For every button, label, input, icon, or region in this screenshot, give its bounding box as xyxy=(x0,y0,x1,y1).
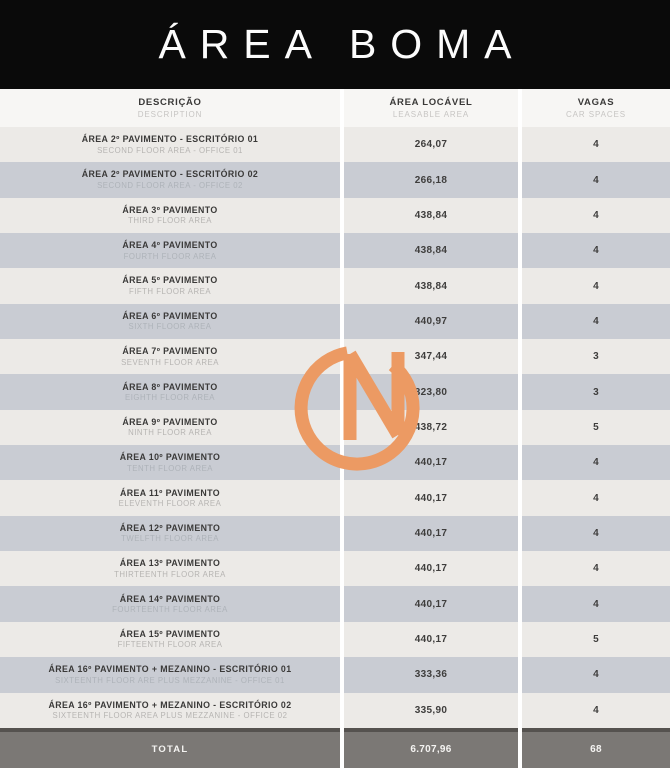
row-sublabel: SIXTEENTH FLOOR AREA PLUS MEZZANINE - OFFICE 02 xyxy=(52,711,288,721)
row-area-cell xyxy=(344,516,518,551)
row-description-cell xyxy=(0,445,340,480)
row-area-cell xyxy=(344,374,518,409)
row-spaces-cell xyxy=(522,339,670,374)
row-area-value: 440,97 xyxy=(414,315,448,327)
row-spaces-cell xyxy=(522,480,670,515)
row-area-value: 264,07 xyxy=(414,139,448,151)
row-area-value: 323,80 xyxy=(414,386,448,398)
row-sublabel: THIRTEENTH FLOOR AREA xyxy=(114,569,226,579)
row-sublabel: FOURTEENTH FLOOR AREA xyxy=(112,604,228,614)
row-area-cell xyxy=(344,480,518,515)
row-spaces-cell xyxy=(522,127,670,162)
table-row xyxy=(0,268,670,303)
row-area-value: 440,17 xyxy=(414,598,448,610)
column-label: ÁREA LOCÁVEL xyxy=(389,97,473,108)
row-description-cell xyxy=(0,304,340,339)
row-description-cell xyxy=(0,657,340,692)
row-spaces-value: 4 xyxy=(593,527,599,539)
row-sublabel: FIFTH FLOOR AREA xyxy=(128,286,212,296)
row-sublabel: SIXTH FLOOR AREA xyxy=(128,322,212,332)
table-row xyxy=(0,374,670,409)
row-spaces-value: 4 xyxy=(593,315,599,327)
column-header-car-spaces xyxy=(522,89,670,127)
row-area-value: 440,17 xyxy=(414,563,448,575)
row-area-cell xyxy=(344,198,518,233)
row-spaces-value: 4 xyxy=(593,704,599,716)
row-area-value: 438,72 xyxy=(414,421,448,433)
table-row xyxy=(0,551,670,586)
row-spaces-cell xyxy=(522,516,670,551)
row-label: ÁREA 2º PAVIMENTO - ESCRITÓRIO 01 xyxy=(81,134,259,145)
row-sublabel: FIFTEENTH FLOOR AREA xyxy=(117,640,223,650)
row-description-cell xyxy=(0,516,340,551)
row-label: ÁREA 14º PAVIMENTO xyxy=(119,593,221,604)
total-spaces-cell xyxy=(522,728,670,768)
row-sublabel: TENTH FLOOR AREA xyxy=(127,463,213,473)
row-area-value: 440,17 xyxy=(414,527,448,539)
row-spaces-cell xyxy=(522,551,670,586)
row-spaces-value: 3 xyxy=(593,386,599,398)
row-sublabel: SECOND FLOOR AREA - OFFICE 02 xyxy=(97,180,243,190)
column-label: DESCRIÇÃO xyxy=(138,97,202,108)
row-spaces-value: 4 xyxy=(593,209,599,221)
total-spaces-value: 68 xyxy=(590,744,602,756)
row-description-cell xyxy=(0,586,340,621)
row-spaces-value: 4 xyxy=(593,598,599,610)
row-label: ÁREA 2º PAVIMENTO - ESCRITÓRIO 02 xyxy=(81,169,259,180)
row-sublabel: NINTH FLOOR AREA xyxy=(128,428,212,438)
row-description-cell xyxy=(0,339,340,374)
row-spaces-value: 4 xyxy=(593,563,599,575)
row-spaces-value: 5 xyxy=(593,421,599,433)
row-label: ÁREA 7º PAVIMENTO xyxy=(122,346,218,357)
row-sublabel: FOURTH FLOOR AREA xyxy=(123,251,217,261)
row-description-cell xyxy=(0,622,340,657)
row-description-cell xyxy=(0,233,340,268)
row-spaces-cell xyxy=(522,657,670,692)
row-spaces-cell xyxy=(522,445,670,480)
row-spaces-value: 4 xyxy=(593,457,599,469)
table-row xyxy=(0,693,670,728)
table-row xyxy=(0,622,670,657)
row-sublabel: THIRD FLOOR AREA xyxy=(128,216,212,226)
row-label: ÁREA 5º PAVIMENTO xyxy=(122,275,218,286)
row-label: ÁREA 3º PAVIMENTO xyxy=(122,204,218,215)
row-area-cell xyxy=(344,586,518,621)
row-label: ÁREA 16º PAVIMENTO + MEZANINO - ESCRITÓRIO 02 xyxy=(48,699,292,710)
row-area-value: 438,84 xyxy=(414,280,448,292)
column-sublabel: CAR SPACES xyxy=(566,110,626,119)
row-spaces-cell xyxy=(522,693,670,728)
row-spaces-value: 4 xyxy=(593,492,599,504)
total-label-cell xyxy=(0,728,340,768)
header-band xyxy=(0,0,670,89)
column-sublabel: LEASABLE AREA xyxy=(392,110,470,119)
row-label: ÁREA 10º PAVIMENTO xyxy=(119,452,221,463)
row-spaces-value: 4 xyxy=(593,669,599,681)
table-row xyxy=(0,657,670,692)
row-label: ÁREA 12º PAVIMENTO xyxy=(119,522,221,533)
row-area-value: 438,84 xyxy=(414,209,448,221)
row-spaces-value: 3 xyxy=(593,351,599,363)
row-area-value: 440,17 xyxy=(414,633,448,645)
column-sublabel: DESCRIPTION xyxy=(137,110,203,119)
row-description-cell xyxy=(0,693,340,728)
row-description-cell xyxy=(0,374,340,409)
column-header-description xyxy=(0,89,340,127)
table-header-row xyxy=(0,89,670,127)
row-spaces-cell xyxy=(522,268,670,303)
row-label: ÁREA 11º PAVIMENTO xyxy=(119,487,221,498)
row-area-value: 335,90 xyxy=(414,704,448,716)
row-area-cell xyxy=(344,268,518,303)
table-row xyxy=(0,480,670,515)
row-spaces-cell xyxy=(522,410,670,445)
row-description-cell xyxy=(0,127,340,162)
row-area-cell xyxy=(344,657,518,692)
table-row xyxy=(0,127,670,162)
table-row xyxy=(0,410,670,445)
row-spaces-cell xyxy=(522,304,670,339)
table-row xyxy=(0,445,670,480)
row-description-cell xyxy=(0,410,340,445)
row-spaces-cell xyxy=(522,622,670,657)
table-row xyxy=(0,516,670,551)
row-spaces-value: 5 xyxy=(593,633,599,645)
row-area-value: 440,17 xyxy=(414,492,448,504)
table-total-row xyxy=(0,728,670,768)
table-row xyxy=(0,339,670,374)
row-description-cell xyxy=(0,162,340,197)
row-area-value: 440,17 xyxy=(414,457,448,469)
total-area-cell xyxy=(344,728,518,768)
page-title: ÁREA BOMA xyxy=(158,21,526,67)
row-sublabel: SIXTEENTH FLOOR ARE PLUS MEZZANINE - OFFICE 01 xyxy=(55,675,285,685)
column-header-leasable-area xyxy=(344,89,518,127)
row-label: ÁREA 8º PAVIMENTO xyxy=(122,381,218,392)
row-spaces-cell xyxy=(522,374,670,409)
row-sublabel: EIGHTH FLOOR AREA xyxy=(125,392,215,402)
row-spaces-cell xyxy=(522,586,670,621)
row-spaces-value: 4 xyxy=(593,174,599,186)
table-body xyxy=(0,127,670,728)
row-label: ÁREA 9º PAVIMENTO xyxy=(122,416,218,427)
row-area-value: 347,44 xyxy=(414,351,448,363)
row-area-cell xyxy=(344,693,518,728)
row-description-cell xyxy=(0,268,340,303)
table-row xyxy=(0,233,670,268)
row-area-value: 266,18 xyxy=(414,174,448,186)
row-sublabel: SEVENTH FLOOR AREA xyxy=(121,357,219,367)
row-spaces-cell xyxy=(522,198,670,233)
row-spaces-value: 4 xyxy=(593,139,599,151)
row-sublabel: SECOND FLOOR AREA - OFFICE 01 xyxy=(97,145,243,155)
row-label: ÁREA 6º PAVIMENTO xyxy=(122,310,218,321)
table-row xyxy=(0,162,670,197)
row-description-cell xyxy=(0,480,340,515)
table-row xyxy=(0,198,670,233)
row-label: ÁREA 4º PAVIMENTO xyxy=(122,240,218,251)
row-area-cell xyxy=(344,445,518,480)
row-sublabel: ELEVENTH FLOOR AREA xyxy=(118,498,222,508)
table-row xyxy=(0,304,670,339)
row-sublabel: TWELFTH FLOOR AREA xyxy=(121,534,219,544)
row-area-cell xyxy=(344,622,518,657)
row-spaces-value: 4 xyxy=(593,280,599,292)
row-area-cell xyxy=(344,410,518,445)
row-description-cell xyxy=(0,198,340,233)
row-label: ÁREA 15º PAVIMENTO xyxy=(119,628,221,639)
row-area-cell xyxy=(344,304,518,339)
row-area-cell xyxy=(344,339,518,374)
total-label: TOTAL xyxy=(151,744,189,756)
row-spaces-value: 4 xyxy=(593,245,599,257)
row-area-cell xyxy=(344,551,518,586)
row-area-value: 438,84 xyxy=(414,245,448,257)
column-label: VAGAS xyxy=(577,97,615,108)
row-label: ÁREA 13º PAVIMENTO xyxy=(119,558,221,569)
table-row xyxy=(0,586,670,621)
row-area-cell xyxy=(344,162,518,197)
row-area-value: 333,36 xyxy=(414,669,448,681)
row-label: ÁREA 16º PAVIMENTO + MEZANINO - ESCRITÓRIO 01 xyxy=(48,664,292,675)
total-area-value: 6.707,96 xyxy=(410,744,452,756)
row-area-cell xyxy=(344,127,518,162)
row-spaces-cell xyxy=(522,162,670,197)
row-description-cell xyxy=(0,551,340,586)
row-area-cell xyxy=(344,233,518,268)
row-spaces-cell xyxy=(522,233,670,268)
